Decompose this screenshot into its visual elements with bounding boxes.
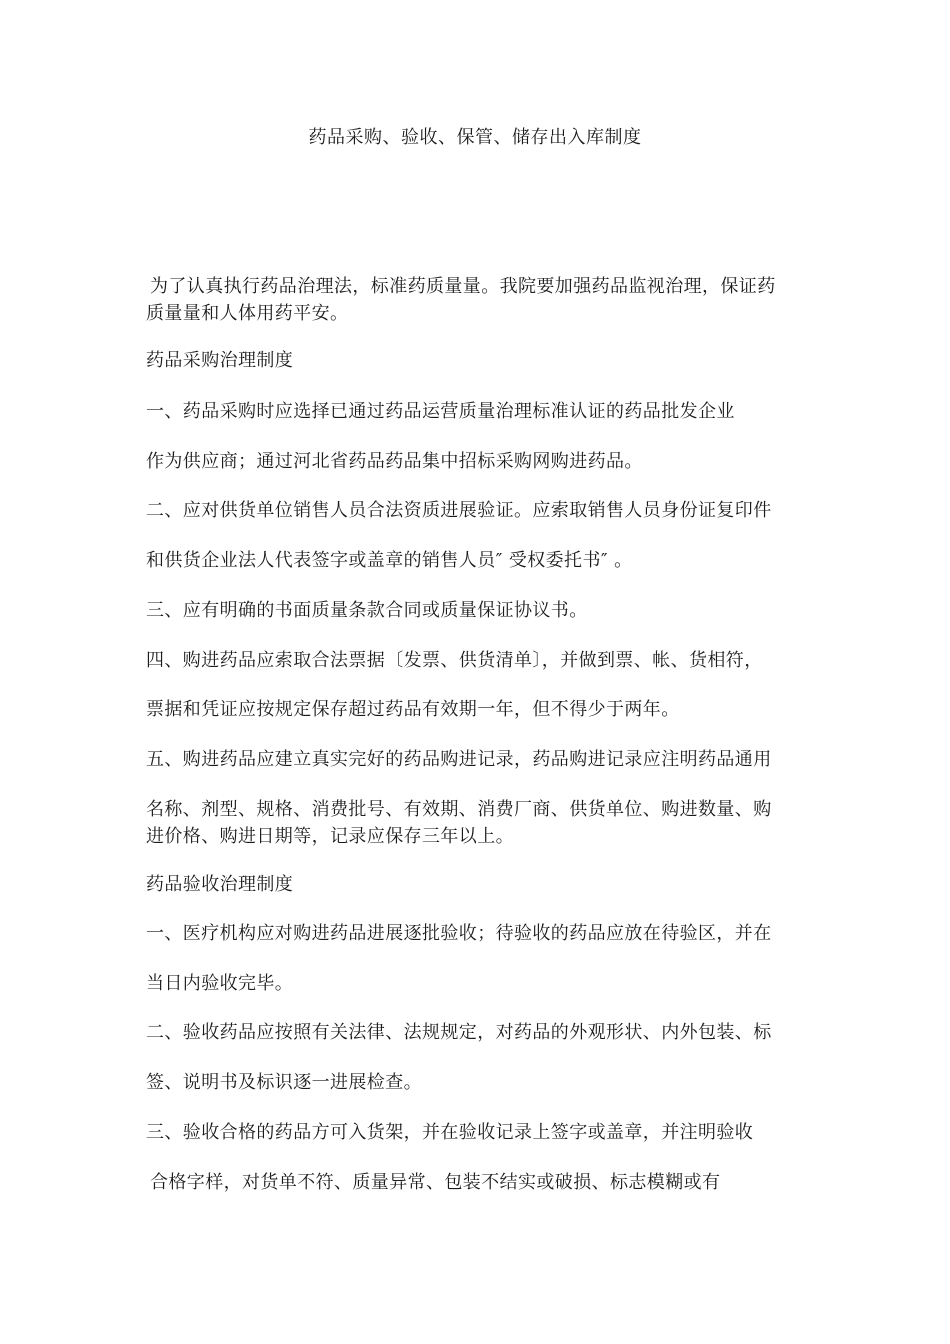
paragraph-line: 一、药品采购时应选择已通过药品运营质量治理标准认证的药品批发企业 [146, 401, 735, 422]
paragraph-line: 作为供应商；通过河北省药品药品集中招标采购网购进药品。 [146, 451, 643, 472]
paragraph-line: 当日内验收完毕。 [146, 973, 294, 994]
paragraph-line: 四、购进药品应索取合法票据〔发票、供货清单〕，并做到票、帐、货相符， [146, 650, 763, 671]
paragraph-line: 名称、剂型、规格、消费批号、有效期、消费厂商、供货单位、购进数量、购 [146, 799, 772, 820]
paragraph-line: 一、医疗机构应对购进药品进展逐批验收；待验收的药品应放在待验区，并在 [146, 923, 772, 944]
paragraph-line: 和供货企业法人代表签字或盖章的销售人员″ 受权委托书″ 。 [146, 550, 633, 571]
section-heading-acceptance: 药品验收治理制度 [146, 874, 294, 895]
paragraph-line: 三、验收合格的药品方可入货架，并在验收记录上签字或盖章，并注明验收 [146, 1122, 754, 1143]
paragraph-line: 二、应对供货单位销售人员合法资质进展验证。应索取销售人员身份证复印件 [146, 500, 772, 521]
paragraph-line: 三、应有明确的书面质量条款合同或质量保证协议书。 [146, 600, 588, 621]
paragraph-line: 签、说明书及标识逐一进展检查。 [146, 1072, 422, 1093]
document-title: 药品采购、验收、保管、储存出入库制度 [308, 127, 642, 148]
paragraph-line: 进价格、购进日期等，记录应保存三年以上。 [146, 826, 514, 847]
intro-line-1: 为了认真执行药品治理法，标准药质量量。我院要加强药品监视治理，保证药 [150, 276, 776, 297]
paragraph-line: 五、购进药品应建立真实完好的药品购进记录，药品购进记录应注明药品通用 [146, 749, 772, 770]
intro-line-2: 质量量和人体用药平安。 [146, 303, 349, 324]
paragraph-line: 票据和凭证应按规定保存超过药品有效期一年，但不得少于两年。 [146, 699, 680, 720]
section-heading-purchase: 药品采购治理制度 [146, 350, 294, 371]
paragraph-line: 二、验收药品应按照有关法律、法规规定，对药品的外观形状、内外包装、标 [146, 1022, 772, 1043]
paragraph-line: 合格字样，对货单不符、质量异常、包装不结实或破损、标志模糊或有 [150, 1172, 721, 1193]
